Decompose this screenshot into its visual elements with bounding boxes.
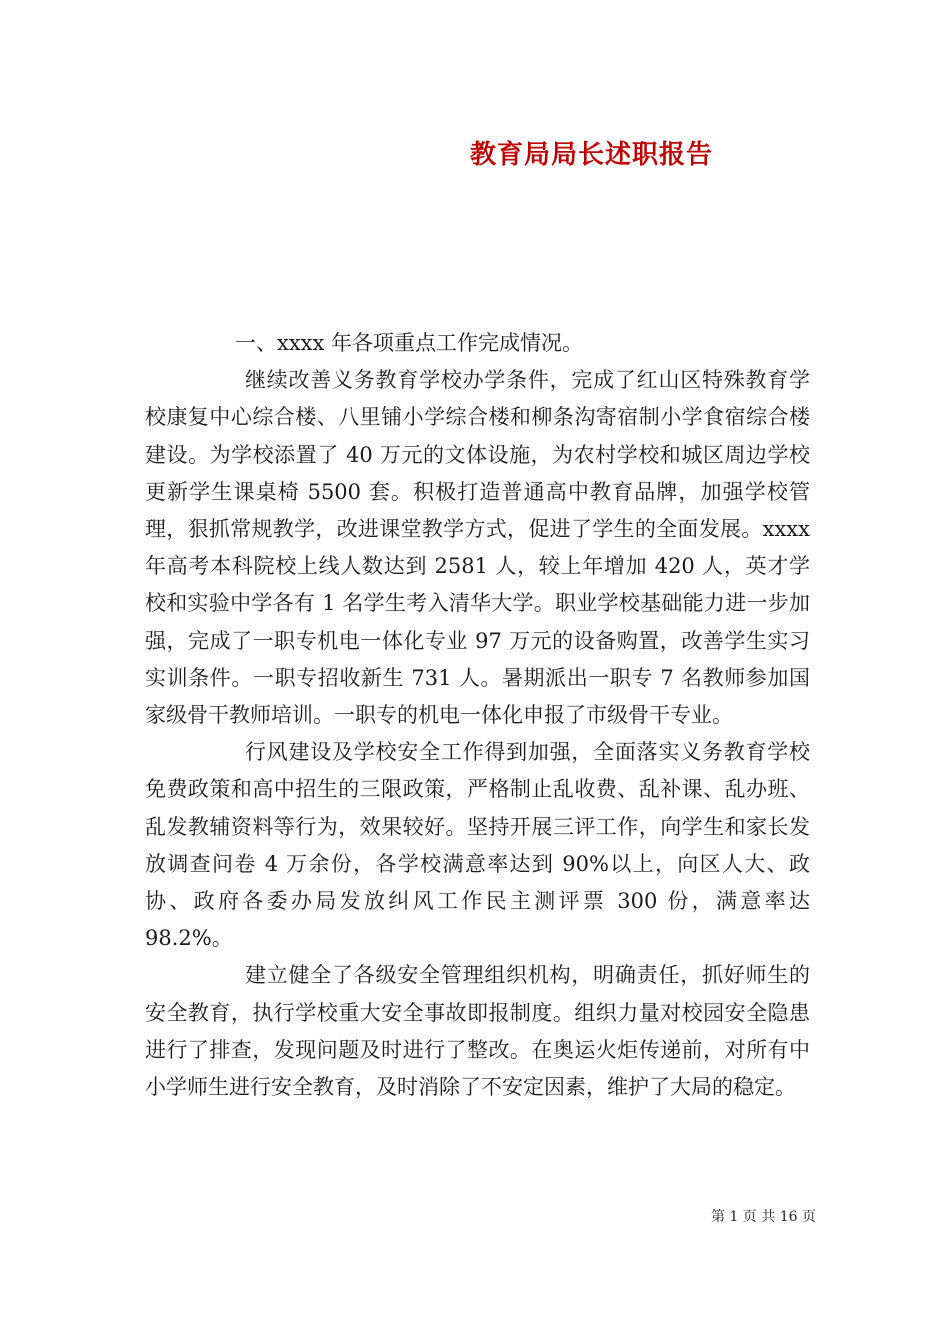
page-number: 第 1 页 共 16 页 [711,1209,816,1225]
document-body [145,325,810,1106]
section-heading: 一、xxxx 年各项重点工作完成情况。 [235,331,584,355]
paragraph-school-conditions: 继续改善义务教育学校办学条件，完成了红山区特殊教育学校康复中心综合楼、八里铺小学综合楼和柳条沟寄宿制小学食宿综合楼建设。为学校添置了 40 万元的文体设施，为农村学校和城区周边学校更新学生课桌椅 5500 套。积极打造普通高中教育品牌，加强学校管理，狠抓常规教学，改进课堂教学方式，促进了学生的全面发展。xxxx 年高考本科院校上线人数达到 2581 人，较上年增加 420 人，英才学校和实验中学各有 1 名学生考入清华大学。职业学校基础能力进一步加强，完成了一职专机电一体化专业 97 万元的设备购置，改善学生实习实训条件。一职专招收新生 731 人。暑期派出一职专 7 名教师参加国家级骨干教师培训。一职专的机电一体化申报了市级骨干专业。 [145,368,810,728]
document-title: 教育局局长述职报告 [470,140,714,170]
paragraph-safety-management: 建立健全了各级安全管理组织机构，明确责任，抓好师生的安全教育，执行学校重大安全事故即报制度。组织力量对校园安全隐患进行了排查，发现问题及时进行了整改。在奥运火炬传递前，对所有中小学师生进行安全教育，及时消除了不安定因素，维护了大局的稳定。 [145,963,810,1100]
paragraph-conduct-and-safety: 行风建设及学校安全工作得到加强，全面落实义务教育学校免费政策和高中招生的三限政策，严格制止乱收费、乱补课、乱办班、乱发教辅资料等行为，效果较好。坚持开展三评工作，向学生和家长发放调查问卷 4 万余份，各学校满意率达到 90%以上，向区人大、政协、政府各委办局发放纠风工作民主测评票 300 份，满意率达 98.2%。 [145,740,810,951]
